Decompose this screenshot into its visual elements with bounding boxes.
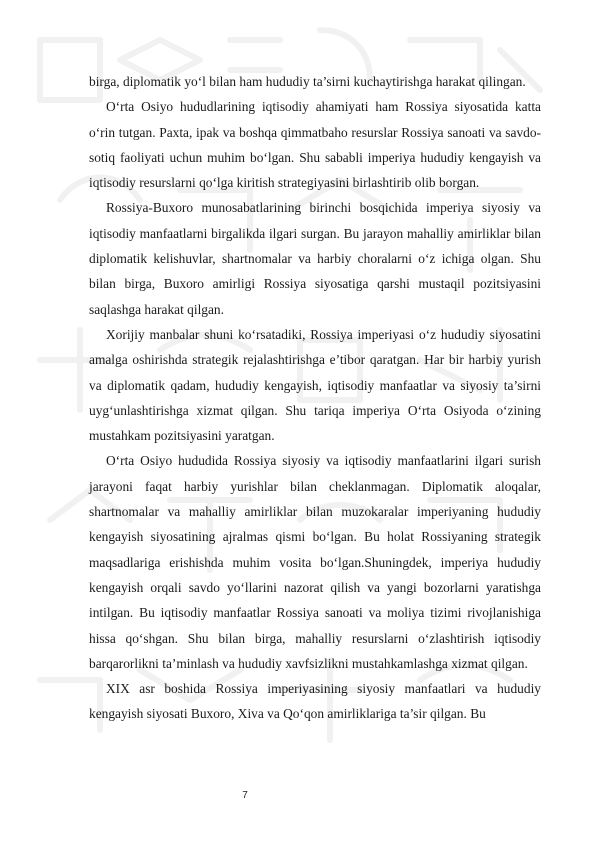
paragraph: O‘rta Osiyo hududlarining iqtisodiy ahamiyati ham Rossiya siyosatida katta o‘rin tutgan. Paxta, ipak va boshqa qimmatbaho resurslar Rossiya sanoati va savdo-sotiq faoliyati uchun muhim bo‘lgan. Shu sababli imperiya hududiy kengayish va iqtisodiy resurslarni qo‘lga kiritish strategiyasini birlashtirib olib borgan. — [89, 99, 541, 191]
page-number: 7 — [242, 790, 248, 801]
paragraph: XIX asr boshida Rossiya imperiyasining siyosiy manfaatlari va hududiy kengayish siyosati Buxoro, Xiva va Qo‘qon amirliklariga ta’sir qilgan. Bu — [89, 681, 541, 722]
page-body — [89, 69, 541, 727]
paragraph-continuation: birga, diplomatik yo‘l bilan ham hududiy ta’sirni kuchaytirishga harakat qilingan. — [89, 74, 526, 89]
paragraph: Xorijiy manbalar shuni ko‘rsatadiki, Rossiya imperiyasi o‘z hududiy siyosatini amalga oshirishda strategik rejalashtirishga e’tibor qaratgan. Har bir harbiy yurish va diplomatik qadam, hududiy kengayish, iqtisodiy manfaatlar va siyosiy ta’sirni uyg‘unlashtirishga xizmat qilgan. Shu tariqa imperiya O‘rta Osiyoda o‘zining mustahkam pozitsiyasini yaratgan. — [89, 326, 541, 444]
paragraph: O‘rta Osiyo hududida Rossiya siyosiy va iqtisodiy manfaatlarini ilgari surish jarayoni faqat harbiy yurishlar bilan cheklanmagan. Diplomatik aloqalar, shartnomalar va mahalliy amirliklar bilan muzokaralar imperiyaning hududiy kengayish siyosatining ajralmas qismi bo‘lgan. Bu holat Rossiyaning strategik maqsadlariga erishishda muhim vosita bo‘lgan.Shuningdek, imperiya hududiy kengayish orqali savdo yo‘llarini nazorat qilish va yangi bozorlarni yaratishga intilgan. Bu iqtisodiy manfaatlar Rossiya sanoati va moliya tizimi rivojlanishiga hissa qo‘shgan. Shu bilan birga, mahalliy resurslarni o‘zlashtirish iqtisodiy barqarorlikni ta’minlash va hududiy xavfsizlikni mustahkamlashga xizmat qilgan. — [89, 453, 541, 671]
paragraph: Rossiya-Buxoro munosabatlarining birinchi bosqichida imperiya siyosiy va iqtisodiy manfaatlarni birgalikda ilgari surgan. Bu jarayon mahalliy amirliklar bilan diplomatik kelishuvlar, shartnomalar va harbiy choralarni o‘z ichiga olgan. Shu bilan birga, Buxoro amirligi Rossiya siyosatiga qarshi mustaqil pozitsiyasini saqlashga harakat qilgan. — [89, 200, 541, 317]
